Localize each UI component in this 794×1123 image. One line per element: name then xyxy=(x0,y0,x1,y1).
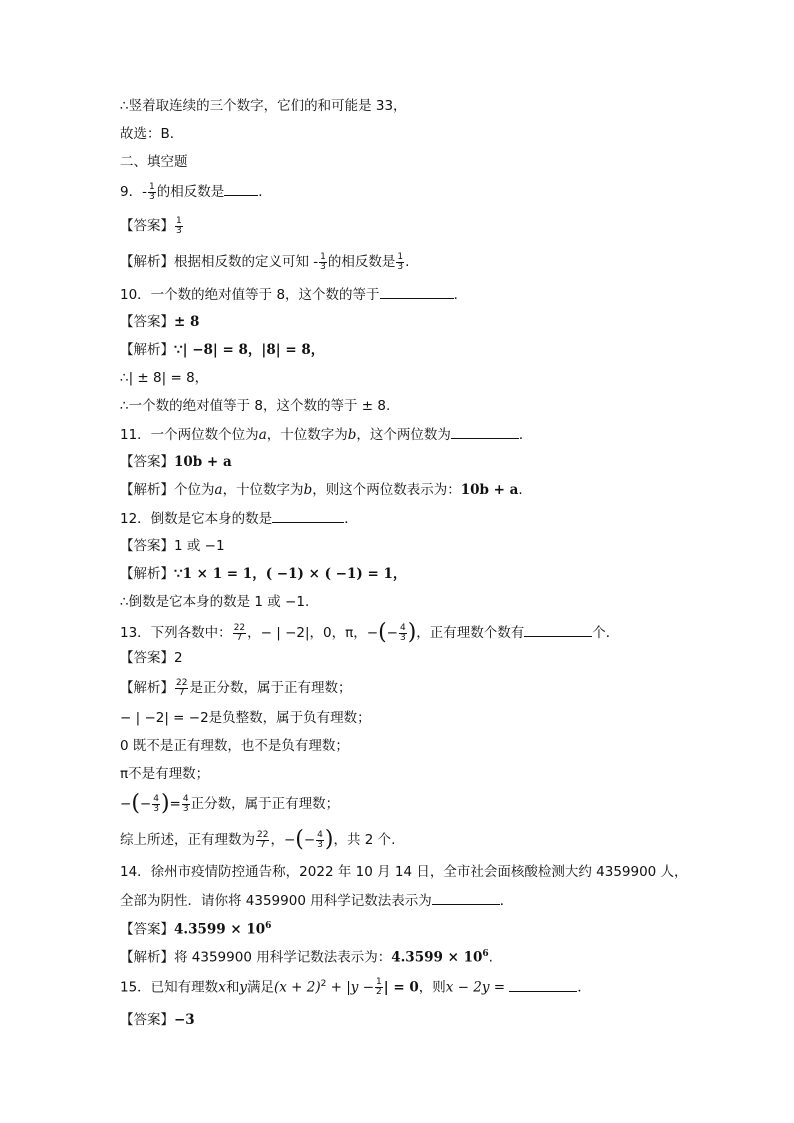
fraction: $\frac{4}{3}$ xyxy=(153,793,159,814)
explanation-9: 【解析】根据相反数的定义可知 - $\frac{1}{3}$ 的相反数是 $\frac{1}{3}$ . xyxy=(120,251,410,272)
question-11: 11．一个两位数个位为a，十位数字为b，这个两位数为 ． xyxy=(120,424,532,445)
answer-14: 【答案】$4.3599 \times 10^6$ xyxy=(120,921,272,938)
question-10: 10．一个数的绝对值等于 8，这个数的等于 ． xyxy=(120,284,467,305)
fraction: $\frac{22}{7}$ xyxy=(257,829,269,850)
fraction: $\frac{22}{7}$ xyxy=(233,622,246,643)
question-13: 13．下列各数中： $\frac{22}{7}$ ，− | −2|，0，π，−(− $\frac{4}{3}$ )，正有理数个数有 个． xyxy=(120,620,620,645)
answer-blank xyxy=(432,890,500,905)
text-line: 故选：B． xyxy=(120,126,184,142)
text-line: ∴倒数是它本身的数是 1 或 −1. xyxy=(120,594,310,610)
answer-blank xyxy=(380,284,454,299)
text-line: ∴竖着取连续的三个数字，它们的和可能是 33， xyxy=(120,98,407,114)
text-line: ∴| ± 8| = 8， xyxy=(120,370,209,386)
answer-11: 【答案】10b + a xyxy=(120,454,232,470)
answer-15: 【答案】−3 xyxy=(120,1012,195,1028)
fraction: $\frac{1}{3}$ xyxy=(176,215,182,236)
fraction: $\frac{4}{3}$ xyxy=(182,793,189,814)
text-line: −(− $\frac{4}{3}$ )= $\frac{4}{3}$ 正分数，属于正有理数； xyxy=(120,791,340,816)
question-14-cont: 全部为阴性．请你将 4359900 用科学记数法表示为 ． xyxy=(120,890,513,911)
answer-13: 【答案】2 xyxy=(120,650,183,666)
text-line: 综上所述，正有理数为 $\frac{22}{7}$ ，−(− $\frac{4}{3}$ )，共 2 个. xyxy=(120,827,396,852)
section-heading: 二、填空题 xyxy=(120,154,188,170)
fraction: $\frac{4}{3}$ xyxy=(317,829,323,850)
text-line: ∴一个数的绝对值等于 8，这个数的等于 ± 8. xyxy=(120,398,391,414)
explanation-13: 【解析】 $\frac{22}{7}$ 是正分数，属于正有理数； xyxy=(120,677,352,698)
question-14: 14．徐州市疫情防控通告称，2022 年 10 月 14 日，全市社会面核酸检测大约 4359900 人， xyxy=(120,864,688,880)
fraction: $\frac{22}{7}$ xyxy=(176,677,188,698)
answer-blank xyxy=(509,977,577,992)
explanation-12: 【解析】∵1 × 1 = 1，( −1) × ( −1) = 1， xyxy=(120,566,407,582)
fraction: $\frac{1}{3}$ xyxy=(148,181,155,202)
text-line: π不是有理数； xyxy=(120,766,210,782)
question-9: 9．- $\frac{1}{3}$ 的相反数是 ． xyxy=(120,181,272,202)
answer-blank xyxy=(224,181,258,196)
explanation-11: 【解析】个位为a，十位数字为b，则这个两位数表示为：10b + a. xyxy=(120,482,523,498)
answer-blank xyxy=(451,424,519,439)
answer-blank xyxy=(524,622,592,637)
answer-blank xyxy=(272,508,344,523)
answer-10: 【答案】± 8 xyxy=(120,314,200,330)
fraction: $\frac{1}{2}$ xyxy=(376,977,382,997)
fraction: $\frac{1}{3}$ xyxy=(320,251,326,272)
explanation-14: 【解析】将 4359900 用科学记数法表示为：$4.3599 \times 10^6$. xyxy=(120,949,493,966)
fraction: $\frac{1}{3}$ xyxy=(397,251,404,272)
question-15: 15．已知有理数x和y满足$(x + 2)^2 + |y$ − $\frac{1}{2}$ | = 0，则x − 2y = ． xyxy=(120,977,591,997)
text-line: − | −2| = −2是负整数，属于负有理数； xyxy=(120,710,371,726)
answer-9: 【答案】 $\frac{1}{3}$ xyxy=(120,215,182,236)
answer-12: 【答案】1 或 −1 xyxy=(120,538,225,554)
fraction: $\frac{4}{3}$ xyxy=(399,622,406,643)
text-line: 0 既不是正有理数，也不是负有理数； xyxy=(120,738,349,754)
explanation-10: 【解析】∵| −8| = 8，|8| = 8， xyxy=(120,342,325,358)
question-12: 12．倒数是它本身的数是 ． xyxy=(120,508,358,529)
